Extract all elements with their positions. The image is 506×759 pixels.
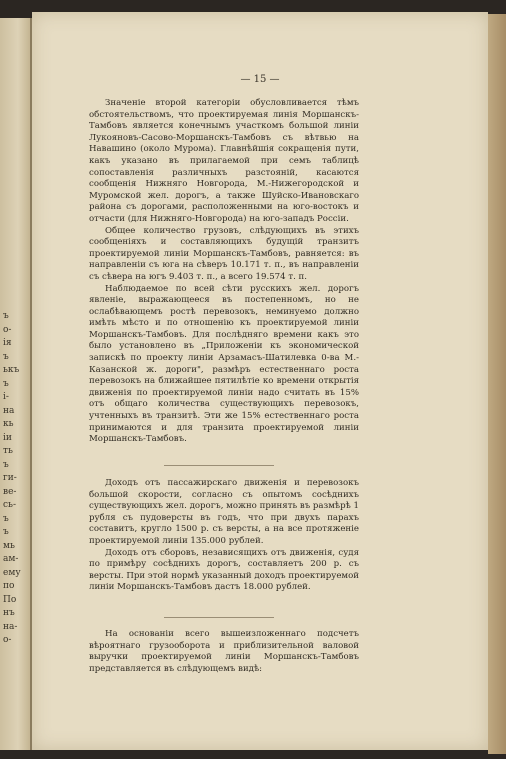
left-page-fragment: іи: [3, 432, 12, 443]
left-page-fragment: По: [3, 594, 17, 605]
left-page-fragment: ги-: [3, 473, 17, 483]
paragraph-conclusion: На основаніи всего вышеизложеннаго подсчетъ вѣроятнаго грузооборота и приблизительной валовой выручки проектируемой линіи Моршанскъ-Тамбовъ представляется въ слѣдующемъ видѣ:: [89, 629, 359, 674]
text-block-income: [89, 478, 359, 594]
left-page-fragment: ве-: [3, 486, 17, 497]
text-block-transit: [89, 98, 359, 446]
document-page: [32, 12, 488, 750]
section-divider: [164, 465, 274, 466]
left-page-fragment: мь: [3, 540, 15, 551]
left-page-fragment: нъ: [3, 608, 15, 618]
left-page-fragment: ъ: [3, 527, 9, 537]
left-page-fragment: ам-: [3, 554, 19, 564]
left-page-fragment: о-: [3, 324, 12, 335]
left-page-fragment: кь: [3, 419, 14, 429]
left-page-fragment: ъ: [3, 513, 9, 524]
paragraph-cargo-total: Общее количество грузовъ, слѣдующихъ въ этихъ сообщеніяхъ и составляющихъ будущій транзитъ проектируемой линіи Моршанскъ-Тамбовъ, равняется: въ направленіи съ юга на сѣверъ 10.171 т. п., въ направленіи съ сѣвера на югъ 9.403 т. п., а всего 19.574 т. п.: [89, 225, 359, 282]
left-page-edge: [0, 18, 32, 750]
right-page-stack: [488, 14, 506, 754]
left-page-fragment: сь-: [3, 500, 16, 510]
page-number: — 15 —: [240, 74, 280, 85]
left-page-fragment: на-: [3, 621, 18, 632]
left-page-fragment: ъ: [3, 311, 9, 321]
left-page-fragment: ъ: [3, 351, 9, 362]
paragraph-growth: Наблюдаемое по всей сѣти русскихъ жел. дорогъ явленіе, выражающееся въ постепенномъ, но не ослабѣвающемъ ростѣ перевозокъ, неминуемо должно имѣть мѣсто и по отношенію къ проектируемой линіи Моршанскъ-Тамбовъ. Для послѣдняго времени какъ это было установлено въ „Приложеніи къ экономической запискѣ по проекту линіи Арзамасъ-Шатилевка 0-ва М.-Казанской ж. дороги", размѣръ естественнаго роста перевозокъ на ближайшее пятилѣтіе ко времени открытія движенія по проектируемой линіи надо считать въ 15% отъ общаго количества существующихъ перевозокъ, учтенныхъ въ транзитѣ. Эти же 15% естественнаго роста принимаются и для транзита проектируемой линіи Моршанскъ-Тамбовъ.: [89, 283, 359, 445]
left-page-fragment: ія: [3, 338, 12, 348]
paragraph-passenger-income: Доходъ отъ пассажирскаго движенія и перевозокъ большой скорости, согласно съ опытомъ сосѣднихъ существующихъ жел. дорогъ, можно принять въ размѣрѣ 1 рубля съ пудоверсты въ годъ, что при двухъ парахъ составитъ, кругло 1500 р. съ версты, а на все протяженіе проектируемой линіи 135.000 рублей.: [89, 478, 359, 546]
section-divider: [164, 617, 274, 618]
left-page-fragment: на: [3, 405, 15, 416]
text-block-conclusion: [89, 629, 359, 675]
left-page-fragment: по: [3, 581, 15, 591]
left-page-fragment: і-: [3, 392, 9, 402]
left-page-fragment: ть: [3, 446, 13, 456]
paragraph-fees-income: Доходъ отъ сборовъ, независящихъ отъ движенія, судя по примѣру сосѣднихъ дорогъ, составляетъ 200 р. съ версты. При этой нормѣ указанный доходъ проектируемой линіи Моршанскъ-Тамбовъ дастъ 18.000 рублей.: [89, 547, 359, 593]
left-page-fragment: ъ: [3, 378, 9, 389]
left-page-fragment: о-: [3, 635, 12, 645]
paragraph-second-category: Значеніе второй категоріи обусловливается тѣмъ обстоятельствомъ, что проектируемая линія Моршанскъ-Тамбовъ является конечнымъ участкомъ большой линіи Лукояновъ-Сасово-Моршанскъ-Тамбовъ съ вѣтвью на Навашино (около Мурома). Главнѣйшія сокращенія пути, какъ указано въ прилагаемой при семъ таблицѣ сопоставленія различныхъ разстояній, касаются сообщенія Нижняго Новгорода, М.-Нижегородской и Муромской жел. дорогъ, а также Шуйско-Ивановскаго района съ дорогами, расположенными на юго-востокъ и отчасти (для Нижняго-Новгорода) на юго-западъ Россіи.: [89, 98, 359, 224]
left-page-fragment: ъ: [3, 459, 9, 470]
left-page-fragment: ему: [3, 567, 21, 578]
left-page-fragment: ькъ: [3, 365, 20, 375]
